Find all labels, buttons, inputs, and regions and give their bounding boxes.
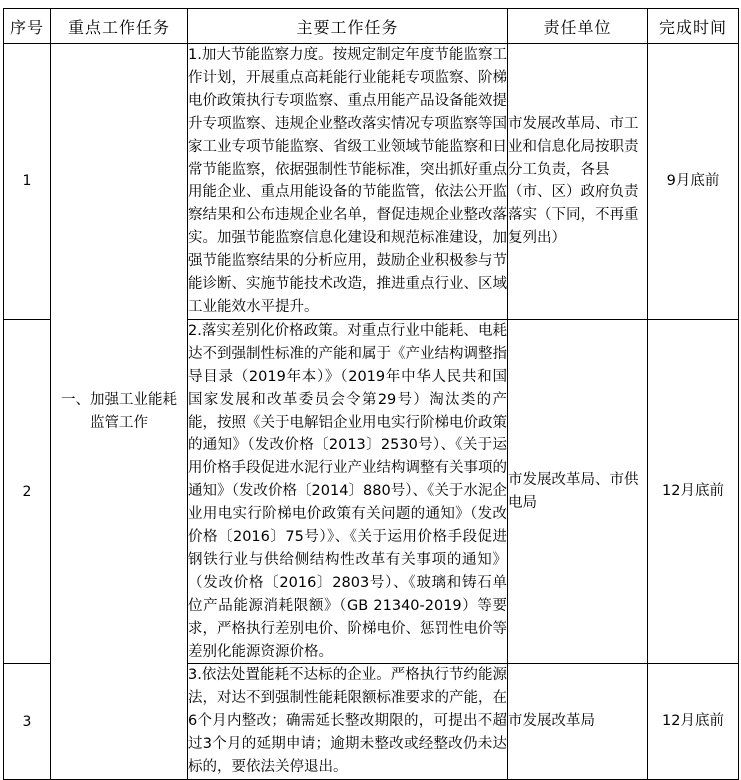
table-header (4, 9, 739, 44)
cell-completion-time-2: 12月底前 (648, 319, 739, 664)
category-label-line-2: 监管工作 (90, 414, 148, 431)
cell-responsible-unit-2: 市发展改革局、市供电局 (508, 319, 648, 664)
cell-category-group (51, 44, 188, 780)
column-header-main-task: 主要工作任务 (188, 9, 508, 44)
table-header-row (4, 9, 739, 44)
column-header-responsible-unit: 责任单位 (508, 9, 648, 44)
cell-main-task-2 (188, 319, 508, 664)
cell-main-task-1 (188, 44, 508, 320)
table-body (4, 44, 739, 780)
cell-sequence-3: 3 (4, 664, 51, 780)
cell-completion-time-1: 9月底前 (648, 44, 739, 320)
cell-sequence-2: 2 (4, 319, 51, 664)
cell-responsible-unit-3: 市发展改革局 (508, 664, 648, 780)
column-header-completion-time: 完成时间 (648, 9, 739, 44)
table-row (4, 44, 739, 320)
cell-responsible-unit-1: 市发展改革局、市工业和信息化局按职责分工负责，各县（市、区）政府负责落实（下同，不再重复列出） (508, 44, 648, 320)
column-header-key-task: 重点工作任务 (51, 9, 188, 44)
main-task-text-2: 2.落实差别化价格政策。对重点行业中能耗、电耗达不到强制性标准的产能和属于《产业结构调整指导目录（2019年本）》（2019年中华人民共和国国家发展和改革委员会令第29号）淘汰类的产能，按照《关于电解铝企业用电实行阶梯电价政策的通知》（发改价格〔2013〕2530号）、《关于运用价格手段促进水泥行业产业结构调整有关事项的通知》（发改价格〔2014〕880号）、《关于水泥企业用电实行阶梯电价政策有关问题的通知》（发改价格〔2016〕75号）》、《关于运用价格手段促进钢铁行业与供给侧结构性改革有关事项的通知》（发改价格〔2016〕2803号）、《玻璃和铸石单位产品能源消耗限额》（GB 21340-2019）等要求，严格执行差别电价、阶梯电价、惩罚性电价等差别化能源资源价格。 (188, 322, 507, 660)
cell-sequence-1: 1 (4, 44, 51, 320)
work-task-table (3, 8, 739, 780)
column-header-sequence: 序号 (4, 9, 51, 44)
main-task-text-3: 3.依法处置能耗不达标的企业。严格执行节约能源法，对达不到强制性能耗限额标准要求的产能，在6个月内整改；确需延长整改期限的，可提出不超过3个月的延期申请；逾期未整改或经整改仍未达标的，要依法关停退出。 (188, 667, 507, 776)
category-label-line-1: 一、加强工业能耗 (61, 392, 177, 409)
main-task-text-1: 1.加大节能监察力度。按规定制定年度节能监察工作计划，开展重点高耗能行业能耗专项监察、阶梯电价政策执行专项监察、重点用能产品设备能效提升专项监察、违规企业整改落实情况专项监察等国家工业专项节能监察、省级工业领域节能监察和日常节能监察，依据强制性节能标准，突出抓好重点用能企业、重点用能设备的节能监管，依法公开监察结果和公布违规企业名单，督促违规企业整改落实。加强节能监察信息化建设和规范标准建设，加强节能监察结果的分析应用，鼓励企业积极参与节能诊断、实施节能技术改造，推进重点行业、区域工业能效水平提升。 (188, 47, 507, 315)
cell-main-task-3 (188, 664, 508, 780)
cell-completion-time-3: 12月底前 (648, 664, 739, 780)
